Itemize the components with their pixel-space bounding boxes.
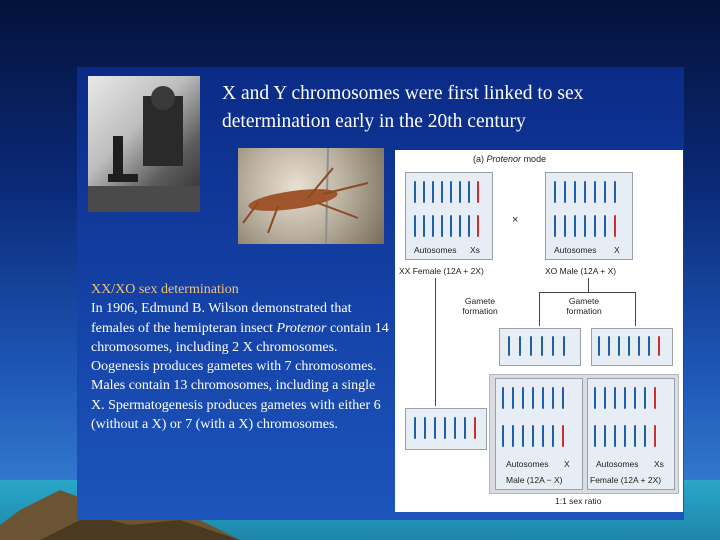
autosome — [522, 425, 524, 447]
gamete-formation-left: Gamete formation — [462, 296, 498, 316]
autosome — [459, 215, 461, 237]
male-karyotype — [545, 172, 633, 260]
autosome — [522, 387, 524, 409]
male-caption: XO Male (12A + X) — [545, 266, 617, 276]
autosome — [604, 425, 606, 447]
autosome — [554, 181, 556, 203]
scientist-photo — [88, 76, 200, 212]
autosome — [468, 215, 470, 237]
x-chromosome — [654, 425, 656, 447]
paragraph-part-1: In 1906, Edmund B. Wilson demonstrated that females of the hemipteran insect — [91, 301, 352, 336]
autosome — [594, 425, 596, 447]
autosome — [414, 417, 416, 439]
autosome — [464, 417, 466, 439]
autosome — [542, 387, 544, 409]
x-chromosome — [477, 181, 479, 203]
autosome — [563, 336, 565, 356]
autosome — [608, 336, 610, 356]
male-arrow — [588, 278, 589, 292]
autosome — [564, 215, 566, 237]
autosome — [434, 417, 436, 439]
female-karyotype — [405, 172, 493, 260]
sex-ratio: 1:1 sex ratio — [555, 496, 602, 506]
offspring-male-x: X — [564, 459, 570, 469]
autosome — [414, 215, 416, 237]
female-xs-label: Xs — [470, 245, 480, 255]
paragraph-italic: Protenor — [276, 320, 327, 336]
x-chromosome — [562, 425, 564, 447]
autosome — [624, 425, 626, 447]
autosome — [624, 387, 626, 409]
offspring-female-autosomes: Autosomes — [596, 459, 639, 469]
offspring-female-xs: Xs — [654, 459, 664, 469]
autosome — [634, 425, 636, 447]
autosome — [638, 336, 640, 356]
autosome — [562, 387, 564, 409]
autosome — [628, 336, 630, 356]
autosome — [512, 425, 514, 447]
autosome — [634, 387, 636, 409]
autosome — [584, 181, 586, 203]
autosome — [594, 181, 596, 203]
cross-symbol: × — [512, 214, 519, 226]
body-text — [91, 280, 391, 434]
offspring-female-caption: Female (12A + 2X) — [590, 475, 662, 485]
autosome — [604, 215, 606, 237]
male-gamete-with-x — [591, 328, 673, 366]
autosome — [432, 181, 434, 203]
male-split-line — [539, 292, 635, 293]
gamete-formation-right: Gamete formation — [566, 296, 602, 316]
x-chromosome — [658, 336, 660, 356]
autosome — [604, 181, 606, 203]
x-chromosome — [474, 417, 476, 439]
offspring-male-autosomes: Autosomes — [506, 459, 549, 469]
protenor-insect-photo — [238, 148, 384, 244]
autosome — [441, 181, 443, 203]
autosome — [541, 336, 543, 356]
protenor-figure — [395, 150, 683, 512]
autosome — [598, 336, 600, 356]
female-gamete — [405, 408, 487, 450]
autosome — [459, 181, 461, 203]
figure-title: (a) Protenor mode — [473, 154, 547, 164]
subheading: XX/XO sex determination — [91, 282, 239, 297]
autosome — [648, 336, 650, 356]
autosome — [614, 387, 616, 409]
autosome — [508, 336, 510, 356]
x-chromosome — [614, 215, 616, 237]
male-arrow-right — [635, 292, 636, 326]
autosome — [604, 387, 606, 409]
autosome — [450, 215, 452, 237]
autosome — [644, 425, 646, 447]
autosome — [644, 387, 646, 409]
autosome — [502, 425, 504, 447]
male-x-label: X — [614, 245, 620, 255]
autosome — [502, 387, 504, 409]
autosome — [423, 215, 425, 237]
female-arrow — [435, 278, 436, 406]
autosome — [552, 425, 554, 447]
autosome — [519, 336, 521, 356]
autosome — [414, 181, 416, 203]
male-arrow-left — [539, 292, 540, 326]
autosome — [574, 181, 576, 203]
autosome — [468, 181, 470, 203]
autosome — [584, 215, 586, 237]
slide-title: X and Y chromosomes were first linked to sex determination early in the 20th century — [222, 83, 584, 132]
female-caption: XX Female (12A + 2X) — [399, 266, 484, 276]
autosome — [444, 417, 446, 439]
autosome — [564, 181, 566, 203]
autosome — [614, 425, 616, 447]
x-chromosome — [654, 387, 656, 409]
autosome — [423, 181, 425, 203]
paragraph-part-2: contain 14 chromosomes, including 2 X chromosomes. Oogenesis produces gametes with 7 chromosomes. Males contain 13 chromosomes, including a single X. Spermatogenesis produces gametes with either 6 (without a X) or 7 (with a X) chromosomes. — [91, 320, 389, 433]
autosome — [554, 215, 556, 237]
autosome — [594, 387, 596, 409]
female-autosomes-label: Autosomes — [414, 245, 457, 255]
male-gamete-without-x — [499, 328, 581, 366]
autosome — [530, 336, 532, 356]
autosome — [450, 181, 452, 203]
autosome — [512, 387, 514, 409]
autosome — [552, 336, 554, 356]
autosome — [532, 425, 534, 447]
autosome — [618, 336, 620, 356]
male-autosomes-label: Autosomes — [554, 245, 597, 255]
autosome — [614, 181, 616, 203]
offspring-female — [587, 378, 675, 490]
autosome — [454, 417, 456, 439]
autosome — [441, 215, 443, 237]
autosome — [532, 387, 534, 409]
autosome — [574, 215, 576, 237]
x-chromosome — [477, 215, 479, 237]
autosome — [594, 215, 596, 237]
offspring-male — [495, 378, 583, 490]
autosome — [432, 215, 434, 237]
autosome — [542, 425, 544, 447]
autosome — [424, 417, 426, 439]
autosome — [552, 387, 554, 409]
offspring-male-caption: Male (12A − X) — [506, 475, 563, 485]
